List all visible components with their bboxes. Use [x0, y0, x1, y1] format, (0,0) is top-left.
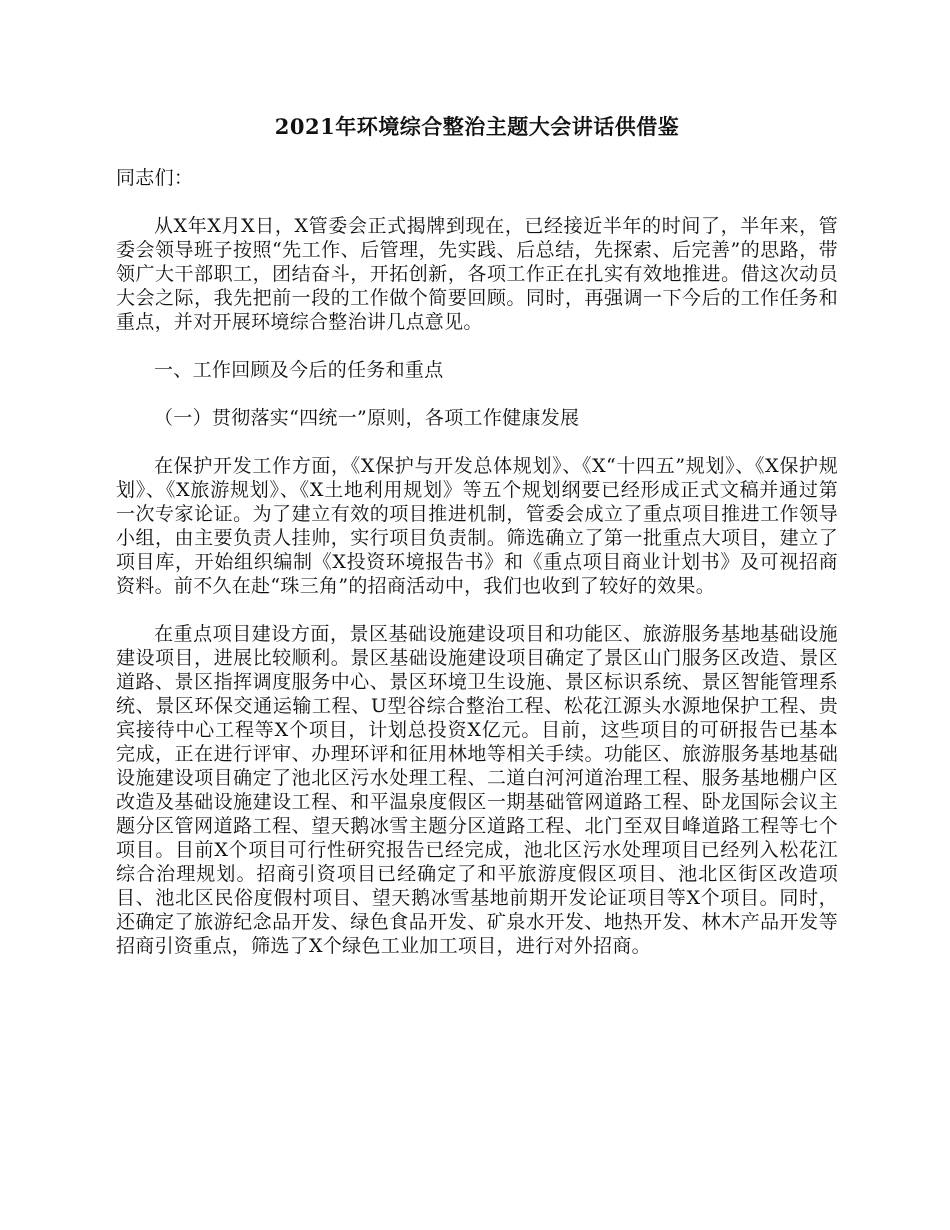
salutation: 同志们：	[116, 167, 194, 189]
document-page	[116, 112, 838, 958]
paragraph-intro: 从X年X月X日，X管委会正式揭牌到现在，已经接近半年的时间了，半年来，管委会领导班子按照“先工作、后管理，先实践、后总结，先探索、后完善”的思路，带领广大干部职工，团结奋斗，开拓创新，各项工作正在扎实有效地推进。借这次动员大会之际，我先把前一段的工作做个简要回顾。同时，再强调一下今后的工作任务和重点，并对开展环境综合整治讲几点意见。	[116, 215, 838, 333]
document-title: 2021年环境综合整治主题大会讲话供借鉴	[274, 114, 680, 139]
subsection-heading-1: （一）贯彻落实“四统一”原则，各项工作健康发展	[154, 407, 580, 429]
section-heading-1: 一、工作回顾及今后的任务和重点	[154, 359, 444, 381]
paragraph-planning: 在保护开发工作方面，《X保护与开发总体规划》、《X“十四五”规划》、《X保护规划》、《X旅游规划》、《X土地利用规划》等五个规划纲要已经形成正式文稿并通过第一次专家论证。为了建立有效的项目推进机制，管委会成立了重点项目推进工作领导小组，由主要负责人挂帅，实行项目负责制。筛选确立了第一批重点大项目，建立了项目库，开始组织编制《X投资环境报告书》和《重点项目商业计划书》及可视招商资料。前不久在赴“珠三角”的招商活动中，我们也收到了较好的效果。	[116, 455, 838, 597]
paragraph-projects: 在重点项目建设方面，景区基础设施建设项目和功能区、旅游服务基地基础设施建设项目，进展比较顺利。景区基础设施建设项目确定了景区山门服务区改造、景区道路、景区指挥调度服务中心、景区环境卫生设施、景区标识系统、景区智能管理系统、景区环保交通运输工程、U型谷综合整治工程、松花江源头水源地保护工程、贵宾接待中心工程等X个项目，计划总投资X亿元。目前，这些项目的可研报告已基本完成，正在进行评审、办理环评和征用林地等相关手续。功能区、旅游服务基地基础设施建设项目确定了池北区污水处理工程、二道白河河道治理工程、服务基地棚户区改造及基础设施建设工程、和平温泉度假区一期基础管网道路工程、卧龙国际会议主题分区管网道路工程、望天鹅冰雪主题分区道路工程、北门至双目峰道路工程等七个项目。目前X个项目可行性研究报告已经完成，池北区污水处理项目已经列入松花江综合治理规划。招商引资项目已经确定了和平旅游度假区项目、池北区街区改造项目、池北区民俗度假村项目、望天鹅冰雪基地前期开发论证项目等X个项目。同时，还确定了旅游纪念品开发、绿色食品开发、矿泉水开发、地热开发、林木产品开发等招商引资重点，筛选了X个绿色工业加工项目，进行对外招商。	[116, 623, 838, 957]
